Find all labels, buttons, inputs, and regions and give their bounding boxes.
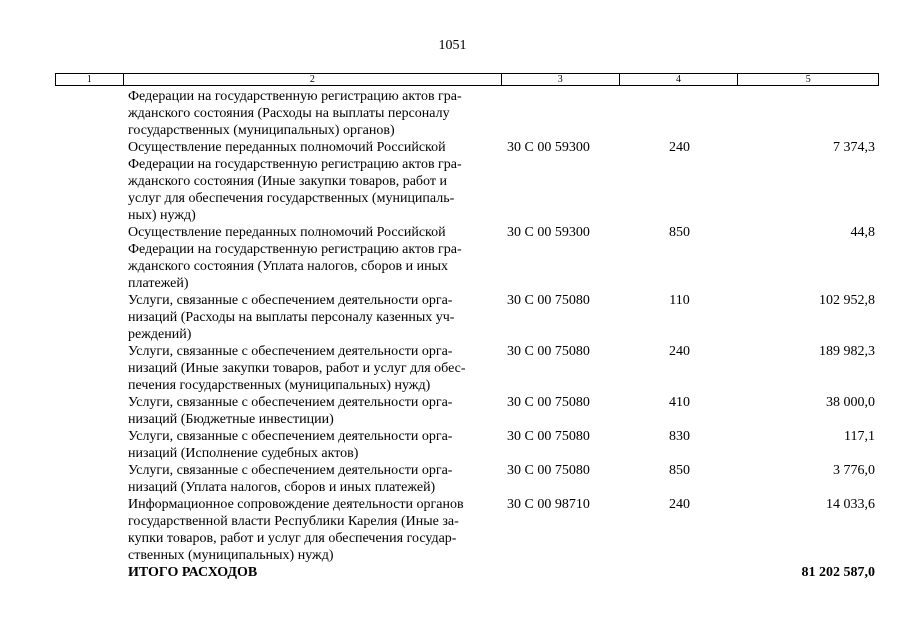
description-line: ственных (муниципальных) нужд) xyxy=(128,548,334,563)
table-header-row xyxy=(55,73,879,86)
table-row xyxy=(55,394,879,428)
description-line: жданского состояния (Расходы на выплаты персоналу xyxy=(128,106,450,121)
table-header-col-2: 2 xyxy=(124,74,502,85)
table-row xyxy=(55,496,879,564)
table-row xyxy=(55,343,879,394)
row-description xyxy=(128,428,498,462)
table-row xyxy=(55,292,879,343)
row-code: 30 С 00 75080 xyxy=(507,429,590,444)
total-amount: 81 202 587,0 xyxy=(801,565,875,580)
description-line: Услуги, связанные с обеспечением деятельности орга- xyxy=(128,395,453,410)
row-code: 30 С 00 75080 xyxy=(507,463,590,478)
table-body xyxy=(55,88,879,581)
description-line: реждений) xyxy=(128,327,192,342)
description-line: жданского состояния (Уплата налогов, сборов и иных xyxy=(128,259,449,274)
table-header-col-3: 3 xyxy=(502,74,620,85)
description-line: Федерации на государственную регистрацию актов гра- xyxy=(128,89,462,104)
row-code: 30 С 00 75080 xyxy=(507,344,590,359)
description-line: низаций (Уплата налогов, сборов и иных платежей) xyxy=(128,480,436,495)
row-description xyxy=(128,343,498,394)
description-line: купки товаров, работ и услуг для обеспечения государ- xyxy=(128,531,457,546)
row-amount: 14 033,6 xyxy=(826,497,875,512)
description-line: Информационное сопровождение деятельности органов xyxy=(128,497,464,512)
description-line: низаций (Иные закупки товаров, работ и услуг для обес- xyxy=(128,361,466,376)
row-amount: 7 374,3 xyxy=(833,140,875,155)
row-type: 240 xyxy=(669,140,690,155)
table-header-col-1: 1 xyxy=(56,74,124,85)
description-line: Услуги, связанные с обеспечением деятельности орга- xyxy=(128,293,453,308)
description-line: низаций (Расходы на выплаты персоналу казенных уч- xyxy=(128,310,455,325)
description-line: Федерации на государственную регистрацию актов гра- xyxy=(128,242,462,257)
row-description xyxy=(128,224,498,292)
row-type: 850 xyxy=(669,463,690,478)
row-code: 30 С 00 59300 xyxy=(507,140,590,155)
table-row xyxy=(55,462,879,496)
description-line: низаций (Исполнение судебных актов) xyxy=(128,446,359,461)
total-label: ИТОГО РАСХОДОВ xyxy=(128,565,258,580)
row-description xyxy=(128,496,498,564)
row-amount: 38 000,0 xyxy=(826,395,875,410)
row-code: 30 С 00 75080 xyxy=(507,293,590,308)
row-type: 410 xyxy=(669,395,690,410)
row-description xyxy=(128,462,498,496)
row-amount: 189 982,3 xyxy=(819,344,875,359)
description-line: Услуги, связанные с обеспечением деятельности орга- xyxy=(128,429,453,444)
table-row xyxy=(55,139,879,224)
row-amount: 117,1 xyxy=(844,429,875,444)
row-type: 240 xyxy=(669,497,690,512)
row-description xyxy=(128,139,498,224)
row-code: 30 С 00 59300 xyxy=(507,225,590,240)
description-line: Услуги, связанные с обеспечением деятельности орга- xyxy=(128,344,453,359)
description-line: низаций (Бюджетные инвестиции) xyxy=(128,412,334,427)
table-total-row xyxy=(55,564,879,581)
description-line: услуг для обеспечения государственных (муниципаль- xyxy=(128,191,455,206)
table-header-col-4: 4 xyxy=(620,74,739,85)
row-type: 240 xyxy=(669,344,690,359)
description-line: печения государственных (муниципальных) нужд) xyxy=(128,378,431,393)
description-line: Федерации на государственную регистрацию актов гра- xyxy=(128,157,462,172)
description-line: ных) нужд) xyxy=(128,208,196,223)
table-row xyxy=(55,88,879,139)
description-line: платежей) xyxy=(128,276,189,291)
row-type: 110 xyxy=(669,293,690,308)
row-description xyxy=(128,394,498,428)
row-amount: 102 952,8 xyxy=(819,293,875,308)
description-line: Услуги, связанные с обеспечением деятельности орга- xyxy=(128,463,453,478)
row-code: 30 С 00 98710 xyxy=(507,497,590,512)
description-line: государственных (муниципальных) органов) xyxy=(128,123,395,138)
page-number: 1051 xyxy=(438,38,467,53)
row-type: 850 xyxy=(669,225,690,240)
description-line: Осуществление переданных полномочий Российской xyxy=(128,140,446,155)
description-line: жданского состояния (Иные закупки товаров, работ и xyxy=(128,174,447,189)
row-description xyxy=(128,88,498,139)
row-amount: 3 776,0 xyxy=(833,463,875,478)
description-line: Осуществление переданных полномочий Российской xyxy=(128,225,446,240)
table-row xyxy=(55,428,879,462)
table-header-col-5: 5 xyxy=(805,74,811,85)
row-amount: 44,8 xyxy=(850,225,875,240)
row-code: 30 С 00 75080 xyxy=(507,395,590,410)
row-type: 830 xyxy=(669,429,690,444)
description-line: государственной власти Республики Карелия (Иные за- xyxy=(128,514,459,529)
row-description xyxy=(128,292,498,343)
table-row xyxy=(55,224,879,292)
